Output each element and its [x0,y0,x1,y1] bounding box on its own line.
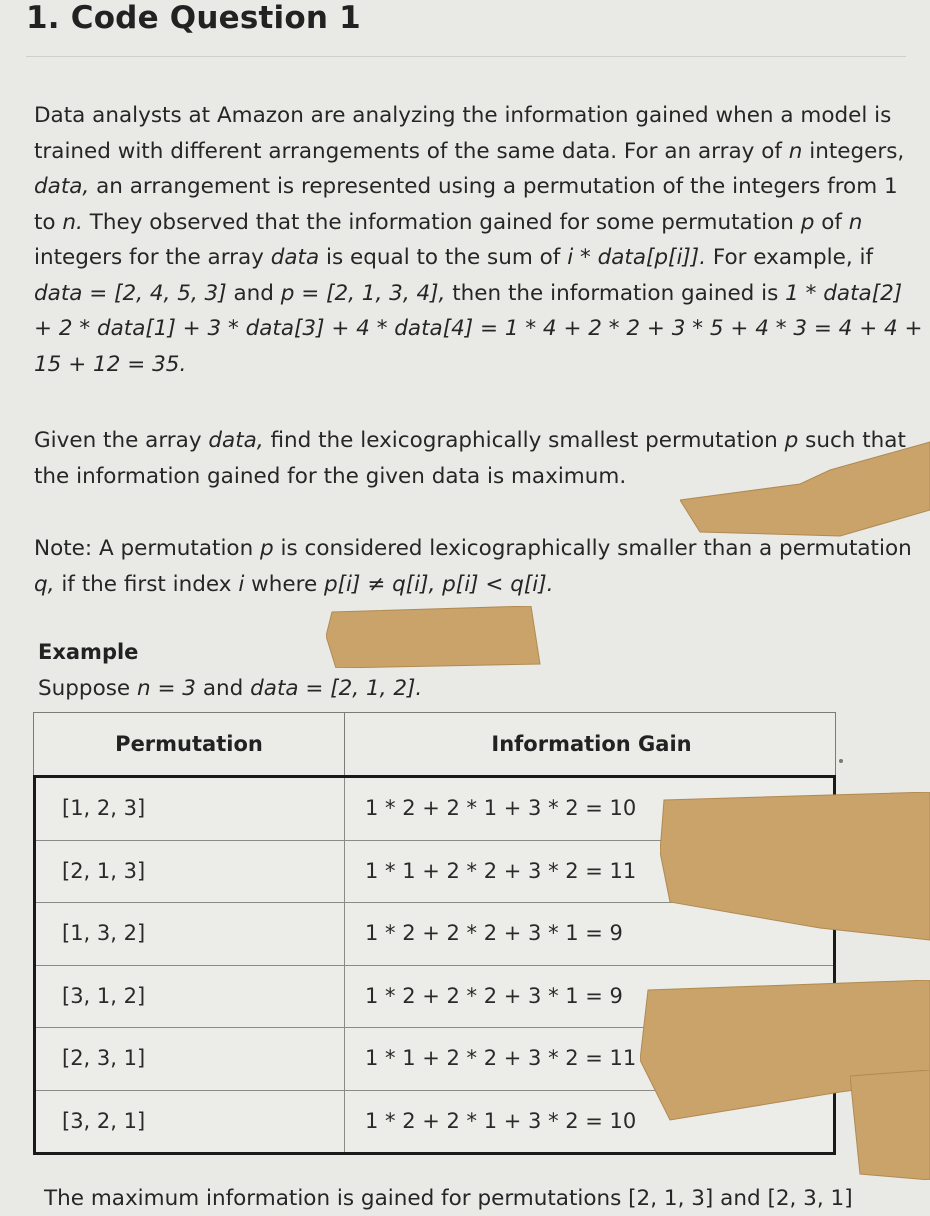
permutation-cell: [1, 2, 3] [62,796,146,820]
permutation-cell: [3, 1, 2] [62,983,146,1008]
gain-cell: 1 * 2 + 2 * 2 + 3 * 1 = 9 [344,903,845,965]
stray-mark [839,759,843,763]
tape-strip-corner [850,1070,930,1180]
gain-cell: 1 * 2 + 2 * 1 + 3 * 2 = 10 [344,1091,845,1153]
title-divider [26,56,906,57]
intro-paragraph: Data analysts at Amazon are analyzing the information gained when a model is trained with different arrangements of the same data. For an array of n integers, data, an arrangement is represented using a permutation of the integers from 1 to n. They observed that the information gained for some permutation p of n integers for the array data is equal to the sum of i * data[p[i]]. For example, if data = [2, 4, 5, 3] and p = [2, 1, 3, 4], then the information gained is 1 * data[2] + 2 * data[1] + 3 * data[3] + 4 * data[4] = 1 * 4 + 2 * 2 + 3 * 5 + 4 * 3 = 4 + 4 + 15 + 12 = 35. [34,103,923,377]
gain-cell: 1 * 1 + 2 * 2 + 3 * 2 = 11 [344,1028,845,1090]
header-information-gain: Information Gain [344,713,838,775]
header-permutation: Permutation [115,732,263,756]
tape-strip-middle [326,606,541,668]
example-setup: Suppose n = 3 and data = [2, 1, 2]. [38,676,423,701]
permutation-cell: [1, 3, 2] [62,921,146,945]
permutation-cell: [3, 2, 1] [62,1108,146,1133]
tape-strip-right-table-top [660,792,930,942]
table-header [33,712,836,775]
gain-cell: 1 * 2 + 2 * 1 + 3 * 2 = 10 [344,778,845,840]
gain-cell: 1 * 1 + 2 * 2 + 3 * 2 = 11 [344,841,845,903]
permutation-cell: [2, 3, 1] [62,1046,146,1070]
example-heading: Example [38,640,139,664]
conclusion-text: The maximum information is gained for permutations [2, 1, 3] and [2, 3, 1] [44,1186,853,1211]
tape-strip-right-upper [680,440,930,540]
permutation-cell: [2, 1, 3] [62,858,146,883]
gain-cell: 1 * 2 + 2 * 2 + 3 * 1 = 9 [344,966,845,1028]
note-paragraph: Note: A permutation p is considered lexicographically smaller than a permutation q, if the first index i where p[i] ≠ q[i], p[i] < q[i]. [34,536,912,597]
task-paragraph: Given the array data, find the lexicographically smallest permutation p such that the information gained for the given data is maximum. [34,428,906,489]
question-title: 1. Code Question 1 [26,0,361,36]
